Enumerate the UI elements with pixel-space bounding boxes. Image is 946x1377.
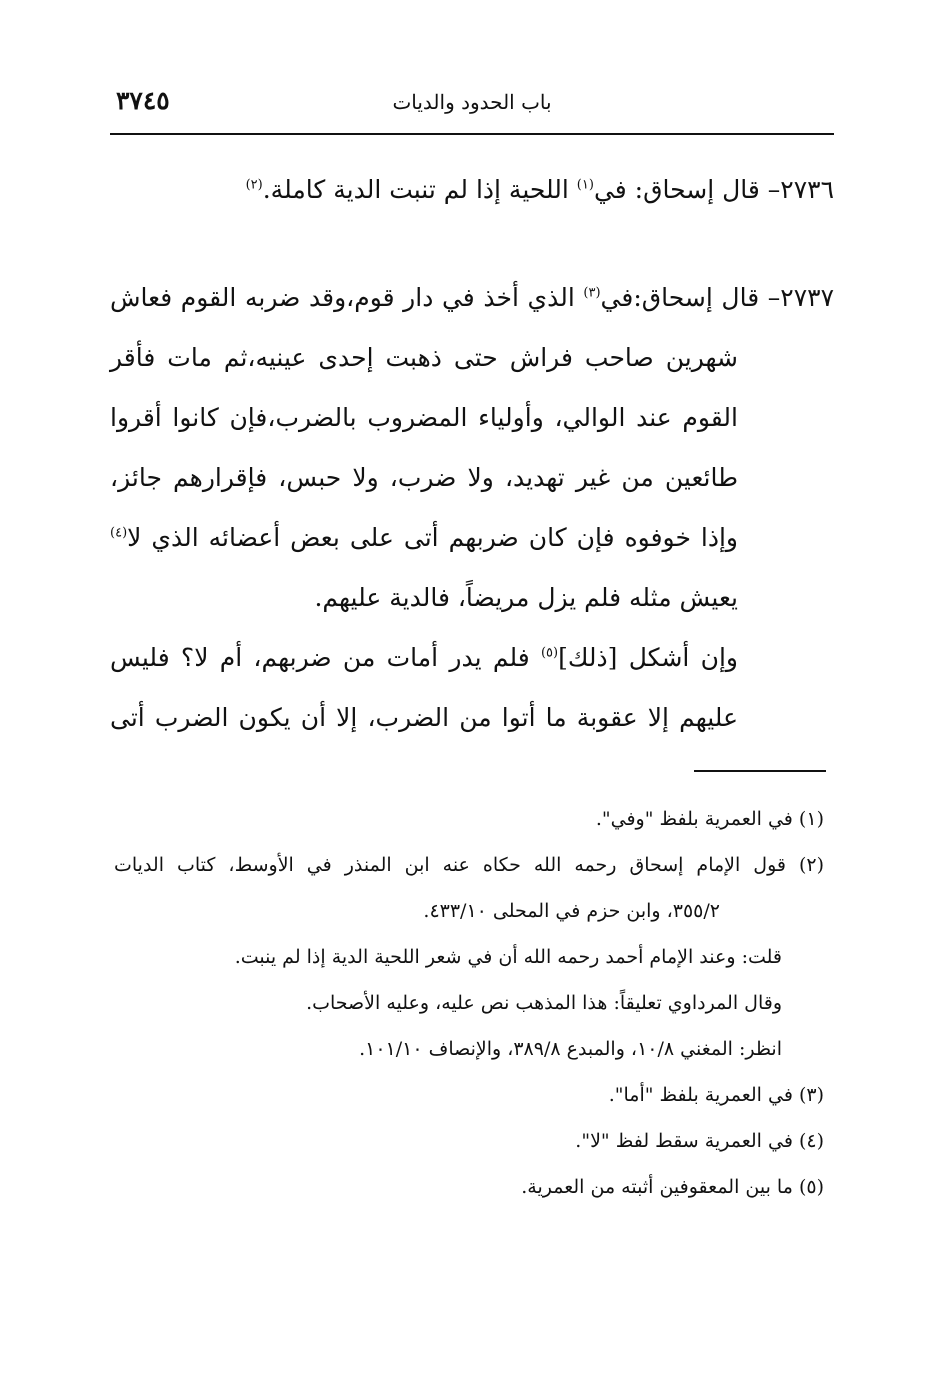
footnote-ref: (٥) [540,645,559,661]
footnotes [114,796,824,1210]
footnote-2-cont: ٣٥٥/٢، وابن حزم في المحلى ٤٣٣/١٠. [423,900,720,922]
entry-line: القوم عند الوالي، وأولياء المضروب بالضرب،فإن كانوا أقروا [110,403,738,432]
entry-line: عليهم إلا عقوبة ما أتوا من الضرب، إلا أن يكون الضرب أتى [110,703,738,732]
entry-text: اللحية إذا لم تنبت الدية كاملة. [262,175,577,204]
entry-line: شهرين صاحب فراش حتى ذهبت إحدى عينيه،ثم مات فأقر [110,343,738,372]
entry-2736 [110,160,834,220]
footnote-3: (٣) في العمرية بلفظ "أما". [608,1084,824,1106]
entry-line: يعيش مثله فلم يزل مريضاً، فالدية عليهم. [314,583,738,612]
entry-text: قال إسحاق: في [593,175,760,204]
footnote-2-note: وقال المرداوي تعليقاً: هذا المذهب نص عليه، وعليه الأصحاب. [306,992,782,1014]
entry-line: طائعين من غير تهديد، ولا ضرب، ولا حبس، فإقرارهم جائز، [110,463,738,492]
chapter-title: باب الحدود والديات [392,90,552,114]
entry-line [110,508,738,568]
entry-line [110,628,738,688]
entry-text: وإن أشكل [ذلك] [558,643,739,672]
entry-number: ٢٧٣٦– [767,175,834,204]
footnote-1: (١) في العمرية بلفظ "وفي". [595,808,824,830]
entry-text: الذي أخذ في دار قوم،وقد ضربه القوم فعاش [110,283,584,312]
footnote-4: (٤) في العمرية سقط لفظ "لا". [575,1130,824,1152]
page-number: ٣٧٤٥ [116,86,170,115]
entry-text: فلم يدر أمات من ضربهم، أم لا؟ فليس [110,643,541,672]
entry-2737 [110,268,834,748]
header-divider [110,133,834,135]
footnote-ref: (١) [576,177,594,193]
footnote-ref: (٣) [583,285,601,301]
running-header [110,86,834,126]
entry-line [110,268,834,328]
footnote-2-note: انظر: المغني ١٠/٨، والمبدع ٣٨٩/٨، والإنصاف ١٠١/١٠. [359,1038,782,1060]
entry-number: ٢٧٣٧– [767,283,835,312]
footnote-5: (٥) ما بين المعقوفين أثبته من العمرية. [521,1176,824,1198]
entry-text: قال إسحاق:في [600,283,760,312]
footnote-ref: (٤) [110,525,128,541]
footnote-2: (٢) قول الإمام إسحاق رحمه الله حكاه عنه ابن المنذر في الأوسط، كتاب الديات [114,854,825,876]
footnote-2-note: قلت: وعند الإمام أحمد رحمه الله أن في شعر اللحية الدية إذا لم ينبت. [234,946,782,968]
entry-text: وإذا خوفوه فإن كان ضربهم أتى على بعض أعضائه الذي لا [127,523,738,552]
footnote-ref: (٢) [245,177,263,193]
footnote-divider [694,770,826,772]
